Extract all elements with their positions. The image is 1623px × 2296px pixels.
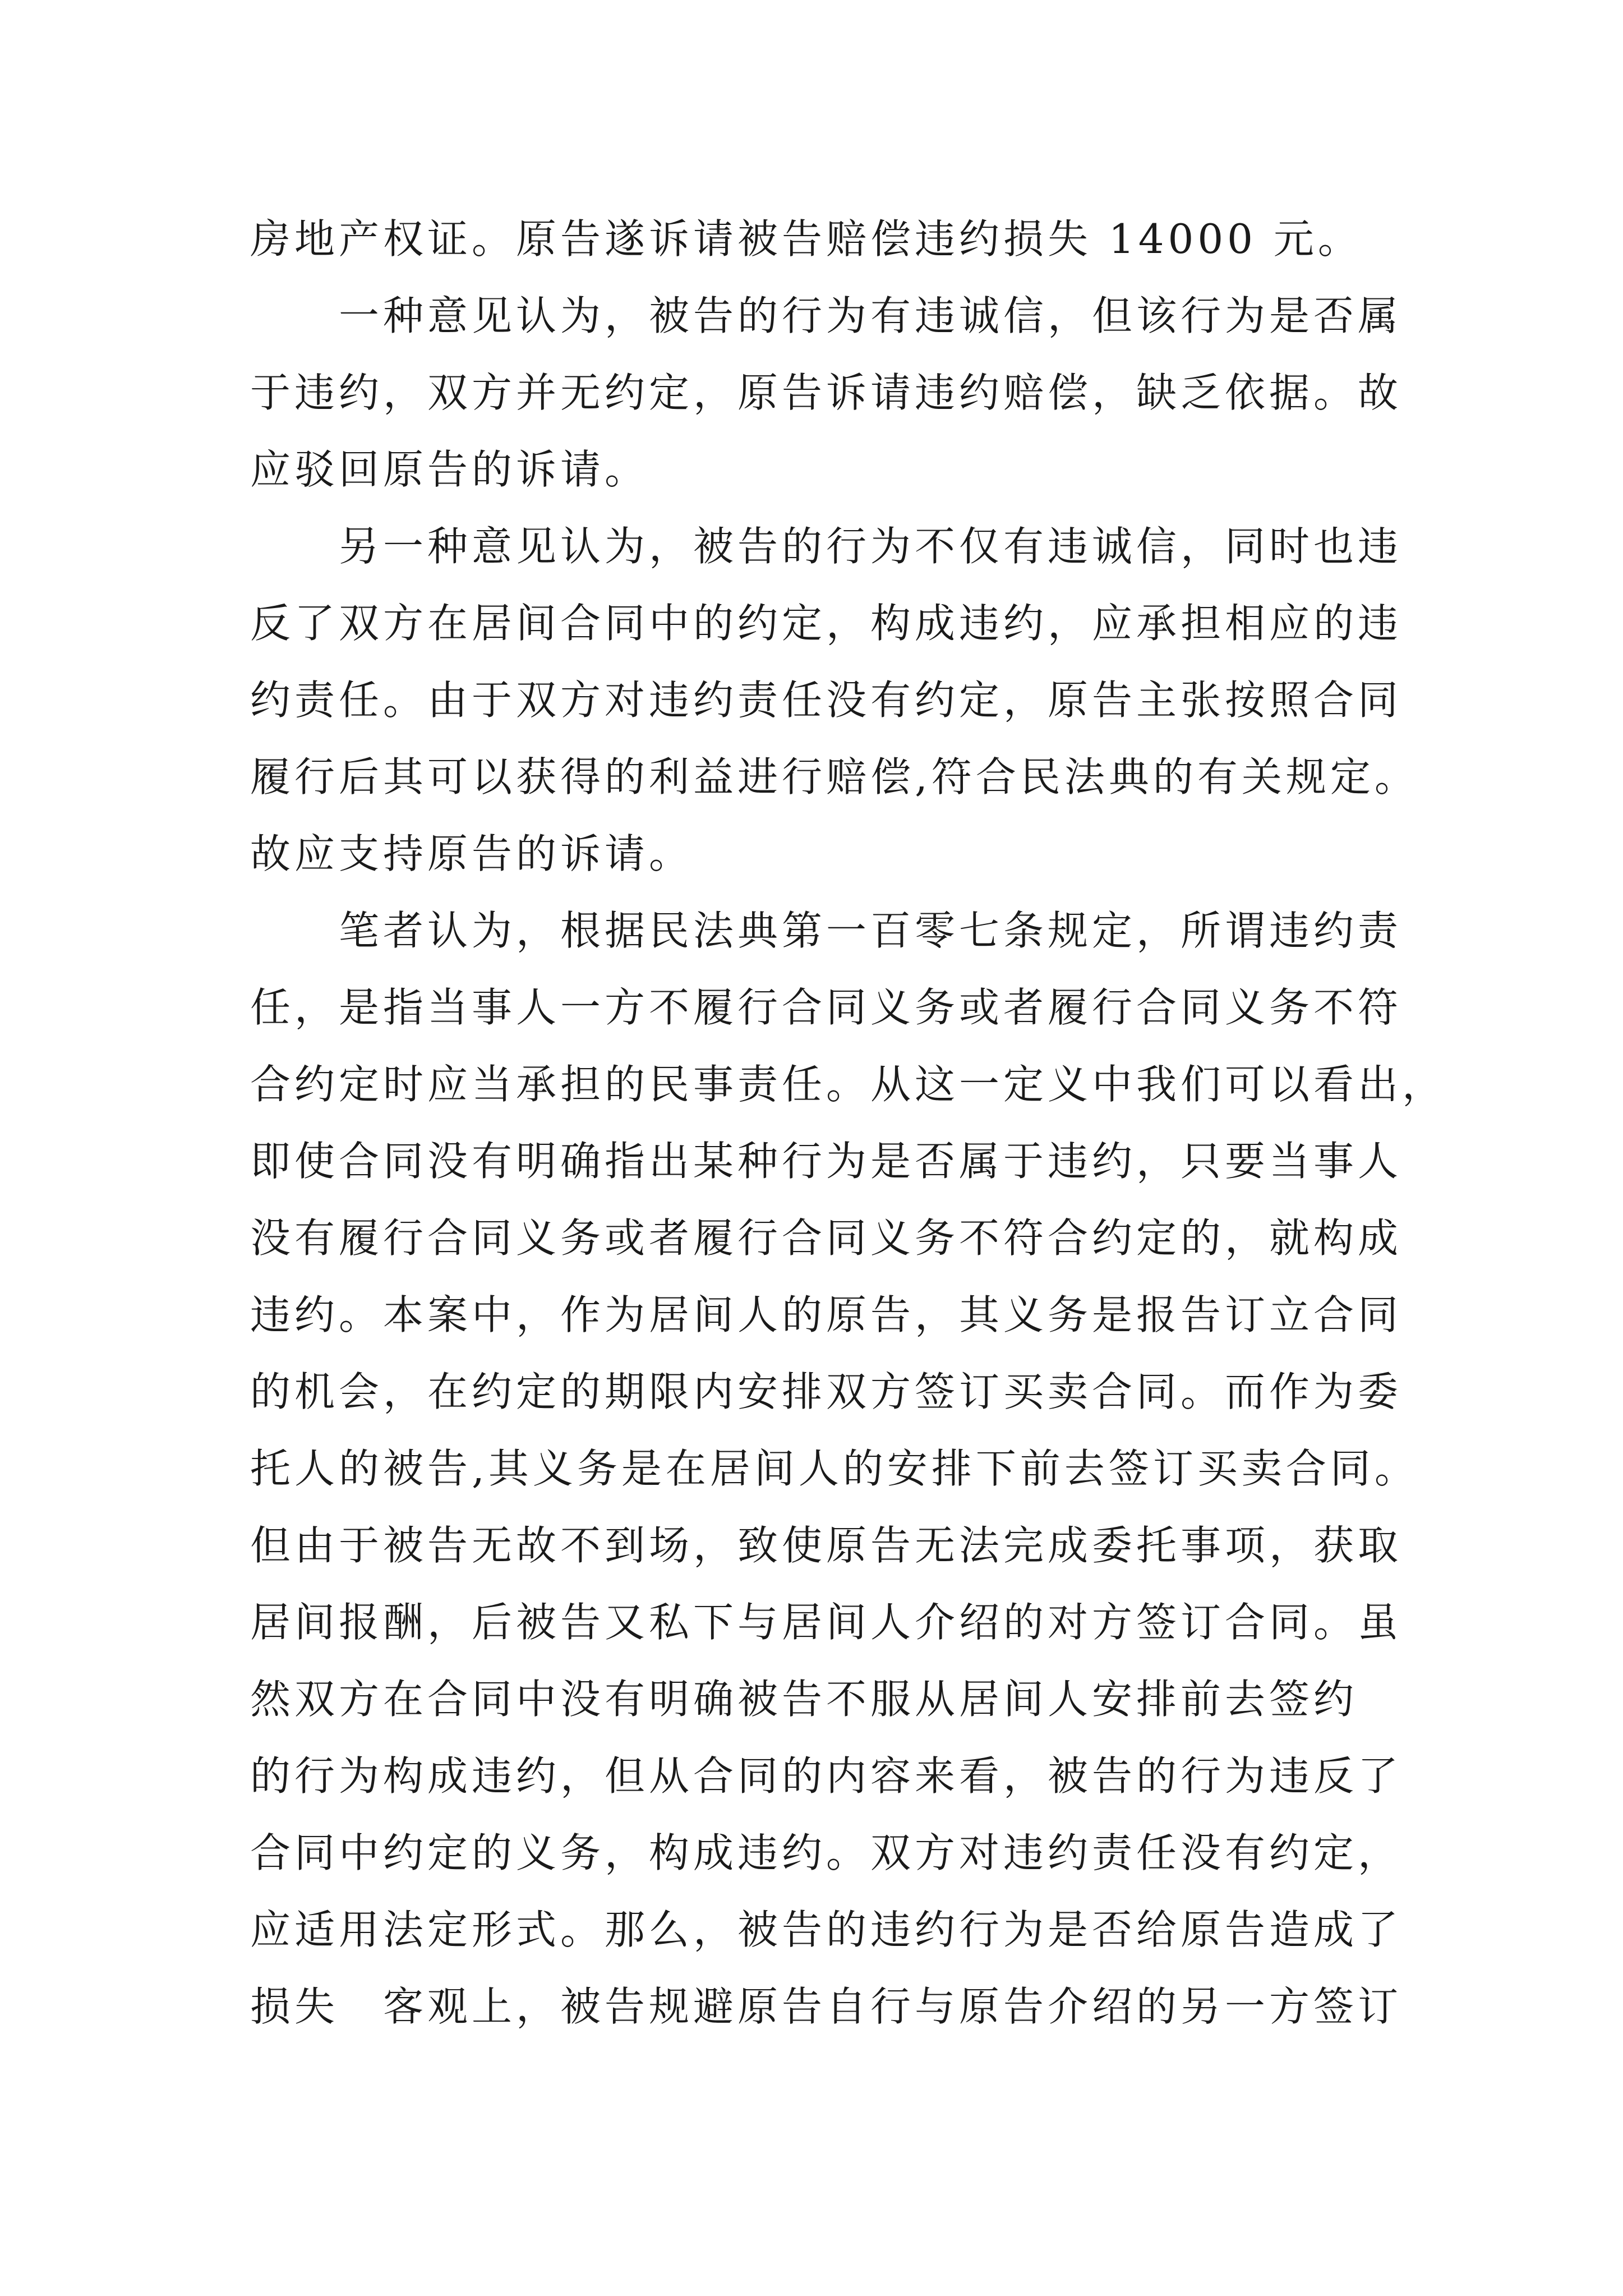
text-line: 的机会，在约定的期限内安排双方签订买卖合同。而作为委 [250,1368,1403,1415]
text-line: 故应支持原告的诉请。 [250,830,694,877]
text-line: 但由于被告无故不到场，致使原告无法完成委托事项，获取 [250,1522,1403,1569]
text-line: 居间报酬，后被告又私下与居间人介绍的对方签订合同。虽 [250,1599,1403,1646]
text-line: 于违约，双方并无约定，原告诉请违约赔偿，缺乏依据。故 [250,369,1403,416]
text-line: 约责任。由于双方对违约责任没有约定，原告主张按照合同 [250,677,1403,724]
text-line: 应适用法定形式。那么，被告的违约行为是否给原告造成了 [250,1906,1403,1953]
text-line: 一种意见认为，被告的行为有违诚信，但该行为是否属 [250,292,1403,339]
text-line: 房地产权证。原告遂诉请被告赔偿违约损失 14000 元。 [250,215,1362,263]
text-line: 应驳回原告的诉请。 [250,446,649,493]
body-text [250,201,1447,2045]
text-line: 没有履行合同义务或者履行合同义务不符合约定的，就构成 [250,1214,1403,1262]
text-line: 另一种意见认为，被告的行为不仅有违诚信，同时也违 [250,523,1403,570]
text-line: 笔者认为，根据民法典第一百零七条规定，所谓违约责 [250,907,1403,954]
text-line: 任，是指当事人一方不履行合同义务或者履行合同义务不符 [250,984,1403,1031]
text-line: 履行后其可以获得的利益进行赔偿,符合民法典的有关规定。 [250,753,1419,800]
text-line: 托人的被告,其义务是在居间人的安排下前去签订买卖合同。 [250,1445,1419,1492]
text-line: 合约定时应当承担的民事责任。从这一定义中我们可以看出， [250,1061,1447,1108]
text-line: 然双方在合同中没有明确被告不服从居间人安排前去签约 [250,1676,1358,1723]
text-line: 违约。本案中，作为居间人的原告，其义务是报告订立合同 [250,1291,1403,1338]
text-line: 反了双方在居间合同中的约定，构成违约，应承担相应的违 [250,600,1403,647]
text-line: 合同中约定的义务，构成违约。双方对违约责任没有约定， [250,1829,1403,1876]
text-line: 即使合同没有明确指出某种行为是否属于违约，只要当事人 [250,1138,1403,1185]
text-line: 损失 客观上，被告规避原告自行与原告介绍的另一方签订 [250,1983,1403,2030]
text-line: 的行为构成违约，但从合同的内容来看，被告的行为违反了 [250,1752,1403,1800]
